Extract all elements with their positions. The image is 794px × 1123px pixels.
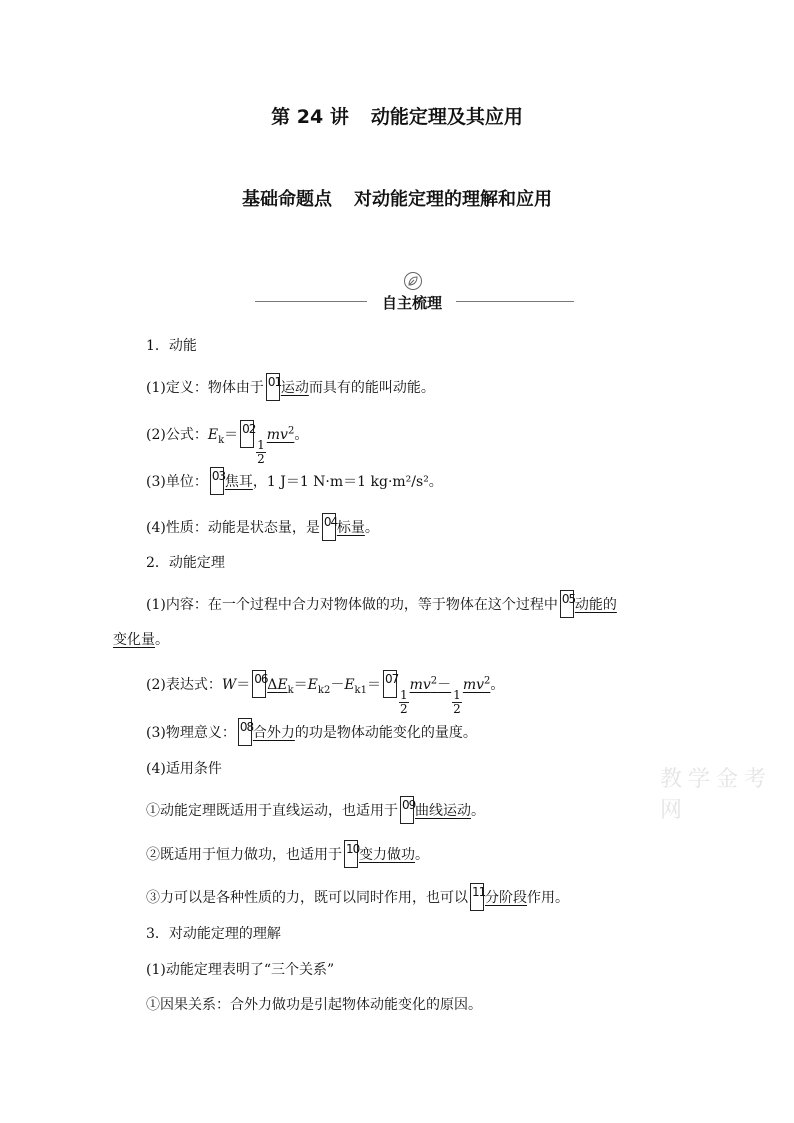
section-title: 自主梳理 [381,294,442,312]
heading-theorem: 2．动能定理 [146,555,225,571]
blank-box-08: 08 [238,718,252,746]
blank-box-04: 04 [322,513,336,541]
answer-10: 变力做功 [359,847,415,863]
answer-04: 标量 [336,520,365,536]
answer-02: $\frac{1}{2}$ $mv^2$ [257,425,295,466]
blank-box-06: 06 [252,670,266,698]
line-property: (4)性质：动能是状态量，是 04 标量。 [146,513,379,541]
answer-03: 焦耳 [224,474,253,490]
blank-box-11: 11 [470,883,484,911]
line-unit: (3)单位： 03 焦耳，1 J＝1 N·m＝1 kg·m²/s²。 [146,467,443,495]
line-definition: (1)定义：物体由于 01 运动而具有的能叫动能。 [146,373,435,401]
heading-understanding: 3．对动能定理的理解 [146,926,281,942]
blank-box-05: 05 [560,590,574,618]
answer-07: $\frac{1}{2}$ $mv^2-$ $\frac{1}{2}$ $mv^2$ [399,675,491,716]
blank-box-02: 02 [240,420,254,448]
line-conditions: (4)适用条件 [146,761,222,777]
section-rule-left [255,301,367,302]
line-content: (1)内容：在一个过程中合力对物体做的功，等于物体在这个过程中 05 动能的 [146,590,617,618]
line-expression: (2)表达式：W＝ 06 $\Delta E_k=E_{k2}-E_{k1}=$ 07 $\frac{1}{2}$ $mv^2-$ $\frac{1}{2}$ $mv^2$。 [146,672,505,716]
section-rule-right [456,301,574,302]
heading-kinetic-energy: 1．动能 [146,338,197,354]
topic-title: 基础命题点 对动能定理的理解和应用 [242,189,552,210]
answer-01: 运动 [280,380,309,396]
fraction-half-1: $\frac{1}{2}$ [453,688,461,716]
blank-box-09: 09 [400,796,414,824]
answer-08: 合外力 [252,725,295,741]
watermark: 教学金考网 [660,767,773,823]
line-condition-3: ③力可以是各种性质的力，既可以同时作用，也可以 11 分阶段作用。 [146,883,569,911]
lecture-title: 第 24 讲 动能定理及其应用 [271,106,523,128]
blank-box-10: 10 [344,840,358,868]
blank-box-07: 07 [383,670,397,698]
line-formula: (2)公式：$E_k=$ 02 $\frac{1}{2}$ $mv^2$。 [146,422,309,466]
line-condition-1: ①动能定理既适用于直线运动，也适用于 09 曲线运动。 [146,796,485,824]
line-condition-2: ②既适用于恒力做功，也适用于 10 变力做功。 [146,840,429,868]
answer-05: 动能的 [574,597,617,613]
fraction-half: $\frac{1}{2}$ [257,438,265,466]
blank-box-01: 01 [266,373,280,401]
line-causal: ①因果关系：合外力做功是引起物体动能变化的原因。 [146,997,482,1013]
line-meaning: (3)物理意义： 08 合外力的功是物体动能变化的量度。 [146,718,477,746]
answer-11: 分阶段 [485,890,527,906]
leaf-icon [404,272,422,290]
fraction-half-2: $\frac{1}{2}$ [399,688,408,716]
answer-09: 曲线运动 [415,803,471,819]
blank-box-03: 03 [210,467,224,495]
line-three-relations: (1)动能定理表明了“三个关系” [146,962,335,978]
line-content-cont: 变化量。 [113,632,169,648]
answer-05-cont: 变化量 [113,632,155,648]
answer-06: $\Delta E_k$ [267,677,294,696]
